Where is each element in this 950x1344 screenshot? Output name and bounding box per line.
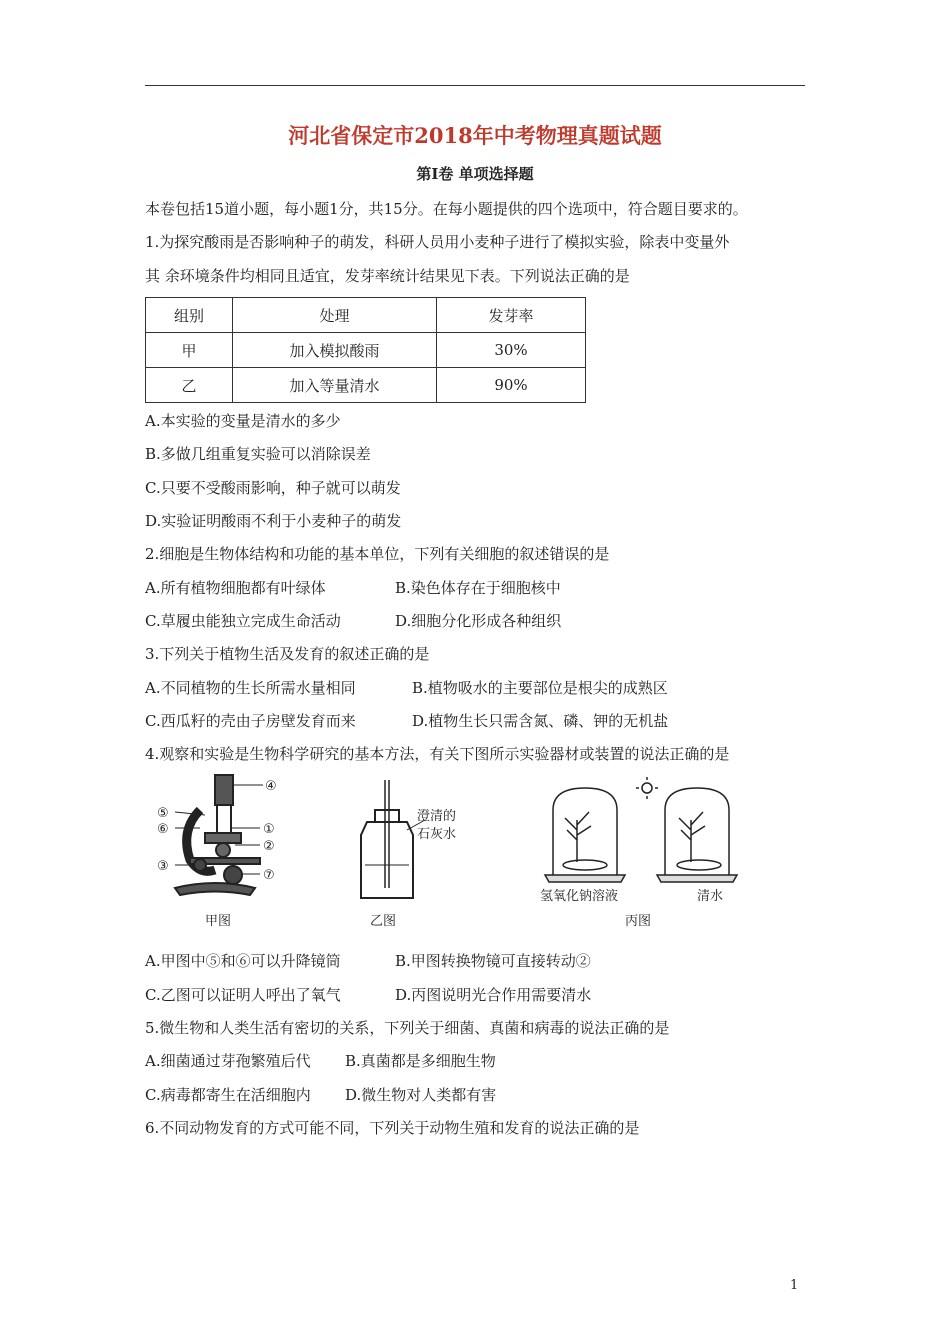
bottle-figure — [361, 780, 425, 898]
table-header-cell: 处理 — [233, 298, 437, 333]
q4-stem: 4.观察和实验是生物科学研究的基本方法，有关下图所示实验器材或装置的说法正确的是 — [145, 745, 730, 763]
q2-option-a: A.所有植物细胞都有叶绿体 — [145, 579, 326, 597]
q1-option-a: A.本实验的变量是清水的多少 — [145, 412, 341, 430]
header-rule — [145, 85, 805, 86]
table-row — [146, 333, 586, 368]
q1-option-b: B.多做几组重复实验可以消除误差 — [145, 445, 371, 463]
bell-jar-figure — [545, 777, 737, 882]
bell-jar-label-right: 清水 — [697, 889, 724, 904]
label-4: ④ — [265, 779, 277, 794]
q3-option-d: D.植物生长只需含氮、磷、钾的无机盐 — [412, 712, 669, 730]
table-cell: 90% — [437, 368, 586, 403]
label-7: ⑦ — [263, 868, 275, 883]
section-heading: 第Ⅰ卷 单项选择题 — [416, 165, 534, 183]
q2-option-c: C.草履虫能独立完成生命活动 — [145, 612, 341, 630]
table-cell: 加入模拟酸雨 — [233, 333, 437, 368]
caption-bing: 丙图 — [625, 914, 652, 929]
page-number: 1 — [790, 1278, 799, 1293]
q1-stem-line2: 其 余环境条件均相同且适宜，发芽率统计结果见下表。下列说法正确的是 — [145, 267, 630, 285]
q5-option-a: A.细菌通过芽孢繁殖后代 — [145, 1052, 311, 1070]
q6-stem: 6.不同动物发育的方式可能不同，下列关于动物生殖和发育的说法正确的是 — [145, 1119, 640, 1137]
q5-stem: 5.微生物和人类生活有密切的关系，下列关于细菌、真菌和病毒的说法正确的是 — [145, 1019, 670, 1037]
q3-option-b: B.植物吸水的主要部位是根尖的成熟区 — [412, 679, 668, 697]
table-header-cell: 发芽率 — [437, 298, 586, 333]
q4-option-b: B.甲图转换物镜可直接转动② — [395, 952, 591, 970]
intro-text: 本卷包括15道小题，每小题1分，共15分。在每小题提供的四个选项中，符合题目要求的。 — [145, 200, 748, 218]
table-cell: 甲 — [146, 333, 233, 368]
table-cell: 加入等量清水 — [233, 368, 437, 403]
q3-option-a: A.不同植物的生长所需水量相同 — [145, 679, 356, 697]
q4-option-d: D.丙图说明光合作用需要清水 — [395, 986, 592, 1004]
q5-option-d: D.微生物对人类都有害 — [345, 1086, 497, 1104]
q4-option-c: C.乙图可以证明人呼出了氧气 — [145, 986, 341, 1004]
q1-stem-line1: 1.为探究酸雨是否影响种子的萌发，科研人员用小麦种子进行了模拟实验，除表中变量外 — [145, 233, 730, 251]
label-2: ② — [263, 839, 275, 854]
caption-yi: 乙图 — [370, 914, 397, 929]
label-5: ⑤ — [157, 806, 169, 821]
q5-option-b: B.真菌都是多细胞生物 — [345, 1052, 496, 1070]
q3-stem: 3.下列关于植物生活及发育的叙述正确的是 — [145, 645, 430, 663]
q5-option-c: C.病毒都寄生在活细胞内 — [145, 1086, 311, 1104]
label-1: ① — [263, 822, 275, 837]
q2-option-b: B.染色体存在于细胞核中 — [395, 579, 561, 597]
page-title: 河北省保定市2018年中考物理真题试题 — [288, 123, 662, 148]
q3-option-c: C.西瓜籽的壳由子房壁发育而来 — [145, 712, 356, 730]
q4-option-a: A.甲图中⑤和⑥可以升降镜筒 — [145, 952, 341, 970]
q4-figure — [145, 770, 745, 940]
q1-data-table — [145, 297, 586, 403]
bottle-label-line2: 石灰水 — [417, 827, 457, 842]
q2-option-d: D.细胞分化形成各种组织 — [395, 612, 562, 630]
q2-stem: 2.细胞是生物体结构和功能的基本单位，下列有关细胞的叙述错误的是 — [145, 545, 610, 563]
bell-jar-label-left: 氢氧化钠溶液 — [540, 889, 619, 904]
q1-option-d: D.实验证明酸雨不利于小麦种子的萌发 — [145, 512, 402, 530]
table-header-cell: 组别 — [146, 298, 233, 333]
label-6: ⑥ — [157, 822, 169, 837]
caption-jia: 甲图 — [205, 914, 232, 929]
table-cell: 30% — [437, 333, 586, 368]
microscope-figure — [175, 775, 263, 895]
label-3: ③ — [157, 859, 169, 874]
table-row — [146, 368, 586, 403]
bottle-label-line1: 澄清的 — [417, 809, 457, 824]
q1-option-c: C.只要不受酸雨影响，种子就可以萌发 — [145, 479, 401, 497]
table-cell: 乙 — [146, 368, 233, 403]
table-header-row — [146, 298, 586, 333]
